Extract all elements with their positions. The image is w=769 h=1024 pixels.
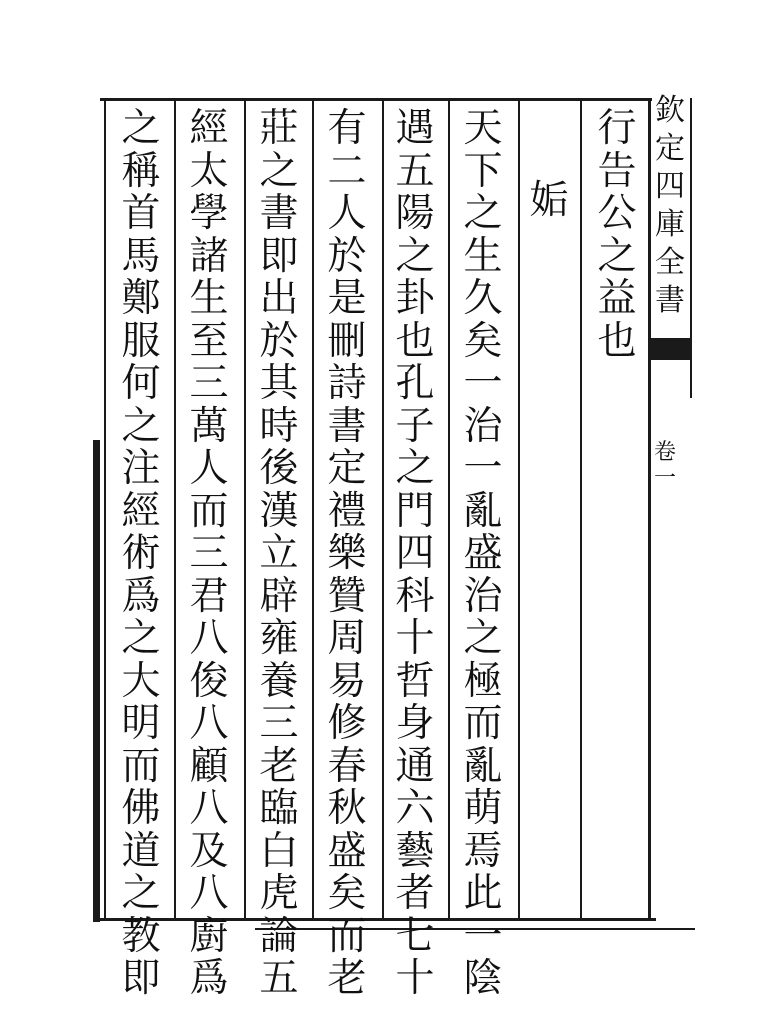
glyph: 一 bbox=[653, 466, 676, 491]
text-column-4 bbox=[392, 108, 438, 1001]
glyph: 一 bbox=[463, 361, 503, 406]
glyph: 於 bbox=[327, 233, 367, 279]
glyph: 白 bbox=[259, 828, 299, 874]
glyph: 定 bbox=[655, 131, 685, 166]
glyph: 佛 bbox=[121, 786, 161, 831]
glyph: 六 bbox=[395, 786, 435, 831]
glyph: 漢 bbox=[259, 488, 299, 534]
text-column-3 bbox=[460, 108, 506, 1001]
glyph: 書 bbox=[259, 191, 299, 236]
glyph: 經 bbox=[121, 488, 161, 534]
text-column-5 bbox=[324, 108, 370, 1001]
glyph: 臨 bbox=[259, 786, 299, 831]
glyph: 四 bbox=[655, 169, 685, 204]
glyph: 亂 bbox=[463, 743, 503, 789]
glyph: 刪 bbox=[327, 318, 367, 364]
glyph: 虎 bbox=[259, 871, 299, 916]
text-column-7 bbox=[186, 108, 232, 1001]
glyph: 之 bbox=[463, 616, 503, 661]
glyph: 之 bbox=[597, 233, 637, 279]
glyph: 此 bbox=[463, 871, 503, 916]
glyph: 是 bbox=[327, 276, 367, 321]
glyph: 諸 bbox=[189, 233, 229, 279]
glyph: 陽 bbox=[395, 191, 435, 236]
glyph: 一 bbox=[463, 446, 503, 491]
glyph: 之 bbox=[395, 446, 435, 491]
glyph: 焉 bbox=[463, 828, 503, 874]
glyph: 何 bbox=[121, 361, 161, 406]
glyph: 矣 bbox=[463, 318, 503, 364]
glyph: 而 bbox=[189, 488, 229, 534]
glyph: 卷 bbox=[653, 440, 676, 465]
glyph: 莊 bbox=[259, 106, 299, 151]
column-divider bbox=[244, 100, 246, 918]
glyph: 二 bbox=[327, 148, 367, 194]
center-fold-line bbox=[690, 98, 692, 398]
glyph: 人 bbox=[327, 191, 367, 236]
glyph: 天 bbox=[463, 106, 503, 151]
glyph: 欽 bbox=[655, 93, 685, 128]
glyph: 亂 bbox=[463, 488, 503, 534]
glyph: 十 bbox=[395, 956, 435, 1001]
glyph: 通 bbox=[395, 743, 435, 789]
glyph: 之 bbox=[121, 106, 161, 151]
glyph: 即 bbox=[121, 956, 161, 1001]
glyph: 書 bbox=[327, 403, 367, 449]
glyph: 術 bbox=[121, 531, 161, 576]
glyph: 鄭 bbox=[121, 276, 161, 321]
column-divider bbox=[448, 100, 450, 918]
glyph: 於 bbox=[259, 318, 299, 364]
glyph: 萬 bbox=[189, 403, 229, 449]
glyph: 久 bbox=[463, 276, 503, 321]
left-border bbox=[93, 440, 100, 922]
glyph: 爲 bbox=[121, 573, 161, 619]
glyph: 之 bbox=[121, 403, 161, 449]
glyph: 君 bbox=[189, 573, 229, 619]
glyph: 即 bbox=[259, 233, 299, 279]
text-column-8 bbox=[118, 108, 164, 1001]
glyph: 有 bbox=[327, 106, 367, 151]
glyph: 者 bbox=[395, 871, 435, 916]
glyph: 顧 bbox=[189, 743, 229, 789]
glyph: 生 bbox=[463, 233, 503, 279]
glyph: 姤 bbox=[529, 178, 569, 223]
glyph: 矣 bbox=[327, 871, 367, 916]
glyph: 教 bbox=[121, 913, 161, 959]
glyph: 書 bbox=[655, 283, 685, 318]
glyph: 雍 bbox=[259, 616, 299, 661]
glyph: 服 bbox=[121, 318, 161, 364]
glyph: 生 bbox=[189, 276, 229, 321]
glyph: 之 bbox=[121, 871, 161, 916]
glyph: 也 bbox=[597, 318, 637, 364]
left-inner-border bbox=[104, 100, 106, 920]
book-title bbox=[650, 92, 690, 320]
glyph: 老 bbox=[327, 956, 367, 1001]
glyph: 俊 bbox=[189, 658, 229, 704]
glyph: 治 bbox=[463, 573, 503, 619]
column-divider bbox=[312, 100, 314, 918]
glyph: 時 bbox=[259, 403, 299, 449]
glyph: 益 bbox=[597, 276, 637, 321]
glyph: 盛 bbox=[327, 828, 367, 874]
glyph: 而 bbox=[327, 913, 367, 959]
glyph: 五 bbox=[395, 148, 435, 194]
glyph: 立 bbox=[259, 531, 299, 576]
glyph: 大 bbox=[121, 658, 161, 704]
text-column-1 bbox=[594, 108, 640, 363]
glyph: 子 bbox=[395, 403, 435, 449]
glyph: 極 bbox=[463, 658, 503, 704]
glyph: 太 bbox=[189, 148, 229, 194]
glyph: 十 bbox=[395, 616, 435, 661]
glyph: 修 bbox=[327, 701, 367, 746]
glyph: 盛 bbox=[463, 531, 503, 576]
glyph: 之 bbox=[463, 191, 503, 236]
glyph: 養 bbox=[259, 658, 299, 704]
glyph: 春 bbox=[327, 743, 367, 789]
glyph: 廚 bbox=[189, 913, 229, 959]
glyph: 禮 bbox=[327, 488, 367, 534]
glyph: 易 bbox=[327, 658, 367, 704]
glyph: 秋 bbox=[327, 786, 367, 831]
glyph: 出 bbox=[259, 276, 299, 321]
bottom-border bbox=[96, 918, 656, 921]
text-column-6 bbox=[256, 108, 302, 1001]
glyph: 告 bbox=[597, 148, 637, 194]
glyph: 道 bbox=[121, 828, 161, 874]
glyph: 之 bbox=[259, 148, 299, 194]
glyph: 至 bbox=[189, 318, 229, 364]
glyph: 論 bbox=[259, 913, 299, 959]
glyph: 定 bbox=[327, 446, 367, 491]
glyph: 之 bbox=[395, 233, 435, 279]
glyph: 而 bbox=[463, 701, 503, 746]
glyph: 明 bbox=[121, 701, 161, 746]
glyph: 下 bbox=[463, 148, 503, 194]
glyph: 三 bbox=[259, 701, 299, 746]
glyph: 卦 bbox=[395, 276, 435, 321]
glyph: 科 bbox=[395, 573, 435, 619]
glyph: 而 bbox=[121, 743, 161, 789]
glyph: 治 bbox=[463, 403, 503, 449]
glyph: 四 bbox=[395, 531, 435, 576]
juan-number bbox=[650, 440, 680, 492]
glyph: 公 bbox=[597, 191, 637, 236]
glyph: 哲 bbox=[395, 658, 435, 704]
glyph: 人 bbox=[189, 446, 229, 491]
glyph: 馬 bbox=[121, 233, 161, 279]
glyph: 藝 bbox=[395, 828, 435, 874]
column-divider bbox=[382, 100, 384, 918]
glyph: 辟 bbox=[259, 573, 299, 619]
glyph: 後 bbox=[259, 446, 299, 491]
glyph: 及 bbox=[189, 828, 229, 874]
glyph: 樂 bbox=[327, 531, 367, 576]
glyph: 注 bbox=[121, 446, 161, 491]
glyph: 老 bbox=[259, 743, 299, 789]
text-column-2 bbox=[526, 180, 572, 223]
glyph: 七 bbox=[395, 913, 435, 959]
top-border bbox=[100, 98, 652, 101]
glyph: 之 bbox=[121, 616, 161, 661]
glyph: 首 bbox=[121, 191, 161, 236]
glyph: 學 bbox=[189, 191, 229, 236]
fishtail-mark bbox=[650, 338, 690, 360]
glyph: 陰 bbox=[463, 956, 503, 1001]
glyph: 稱 bbox=[121, 148, 161, 194]
column-divider bbox=[580, 100, 582, 918]
glyph: 門 bbox=[395, 488, 435, 534]
glyph: 贊 bbox=[327, 573, 367, 619]
glyph: 詩 bbox=[327, 361, 367, 406]
glyph: 萌 bbox=[463, 786, 503, 831]
column-divider bbox=[174, 100, 176, 918]
glyph: 行 bbox=[597, 106, 637, 151]
glyph: 五 bbox=[259, 956, 299, 1001]
glyph: 遇 bbox=[395, 106, 435, 151]
glyph: 三 bbox=[189, 361, 229, 406]
glyph: 八 bbox=[189, 871, 229, 916]
glyph: 庫 bbox=[655, 207, 685, 242]
glyph: 八 bbox=[189, 786, 229, 831]
glyph: 孔 bbox=[395, 361, 435, 406]
glyph: 八 bbox=[189, 616, 229, 661]
column-divider bbox=[518, 100, 520, 918]
glyph: 全 bbox=[655, 245, 685, 280]
glyph: 身 bbox=[395, 701, 435, 746]
glyph: 爲 bbox=[189, 956, 229, 1001]
glyph: 經 bbox=[189, 106, 229, 151]
glyph: 其 bbox=[259, 361, 299, 406]
glyph: 也 bbox=[395, 318, 435, 364]
glyph: 一 bbox=[463, 913, 503, 959]
glyph: 周 bbox=[327, 616, 367, 661]
glyph: 三 bbox=[189, 531, 229, 576]
glyph: 八 bbox=[189, 701, 229, 746]
